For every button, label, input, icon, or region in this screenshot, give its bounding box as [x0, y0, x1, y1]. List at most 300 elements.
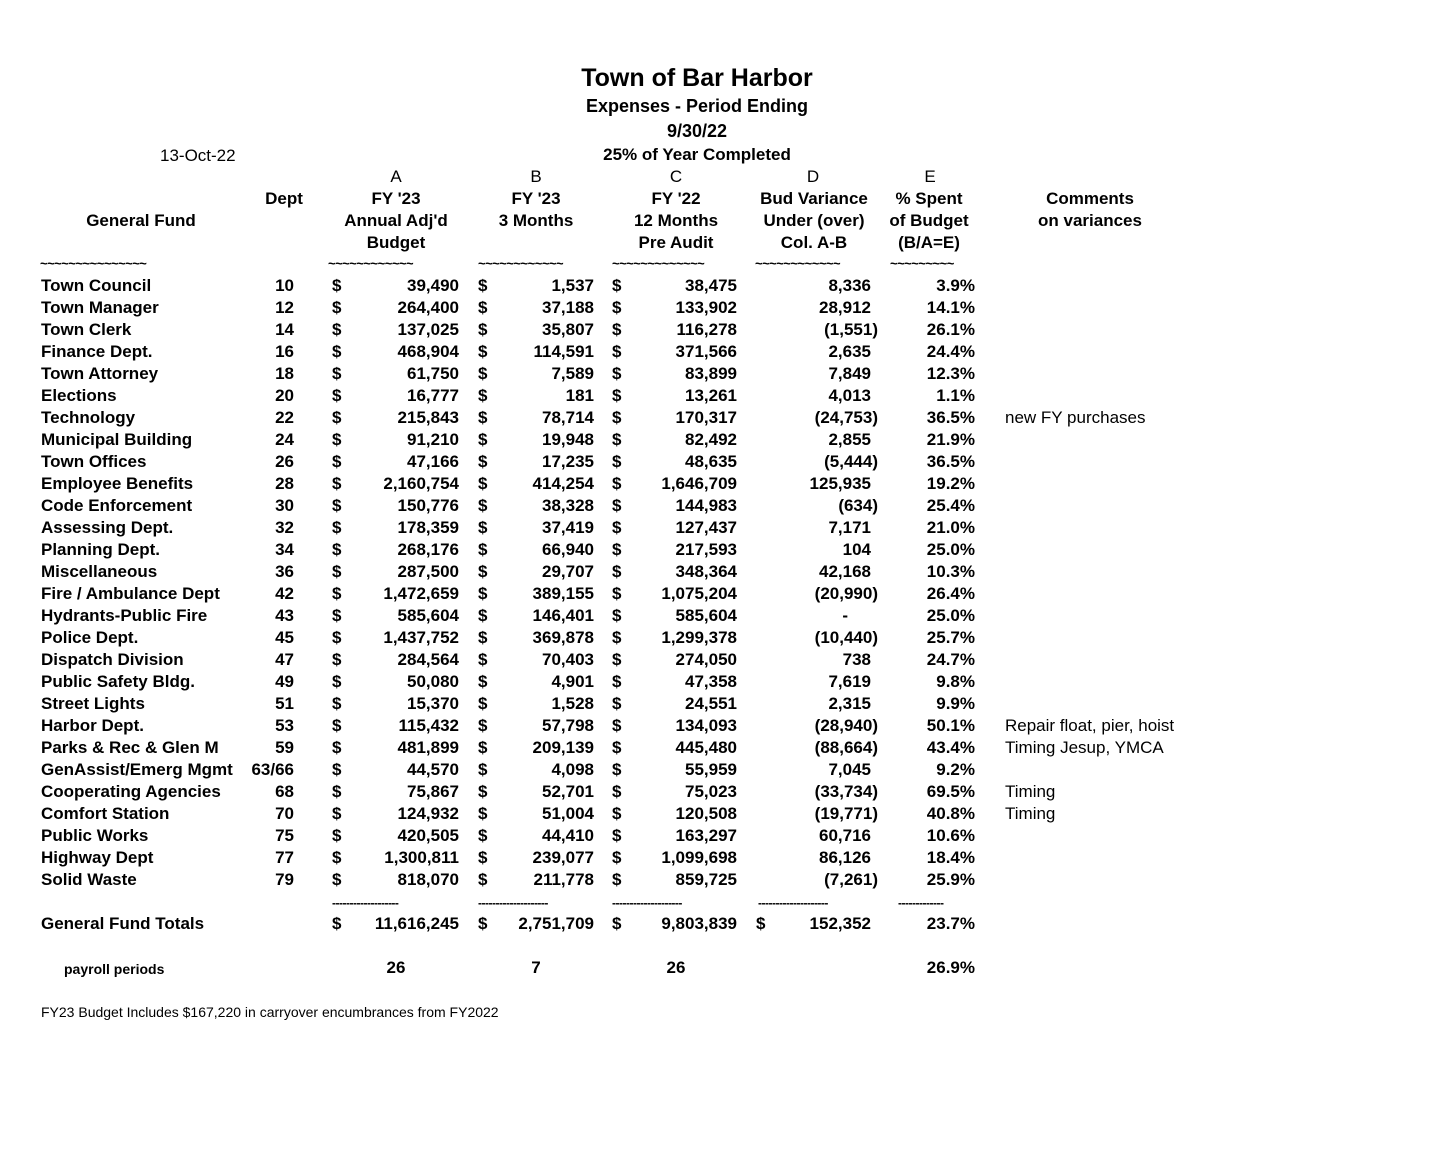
dept-name: Town Manager	[41, 298, 159, 317]
currency-symbol: $	[478, 474, 488, 493]
percent-spent: 10.3%	[926, 562, 975, 581]
budget-variance: (28,940)	[814, 716, 878, 735]
currency-symbol: $	[612, 628, 622, 647]
percent-spent: 25.7%	[926, 628, 975, 647]
dept-number: 49	[275, 672, 294, 691]
budget-variance: (20,990)	[814, 584, 878, 603]
currency-symbol: $	[612, 452, 622, 471]
table-row	[0, 584, 1456, 606]
percent-spent: 1.1%	[936, 386, 975, 405]
currency-symbol: $	[612, 760, 622, 779]
dept-name: Municipal Building	[41, 430, 193, 449]
currency-symbol: $	[612, 826, 622, 845]
percent-spent: 25.0%	[926, 606, 975, 625]
dept-number: 20	[275, 386, 294, 405]
dept-name: Planning Dept.	[41, 540, 160, 559]
table-row	[0, 364, 1456, 386]
dept-name: Town Clerk	[41, 320, 132, 339]
percent-spent: 25.0%	[926, 540, 975, 559]
prior-year-spend: 1,646,709	[661, 474, 737, 493]
percent-spent: 21.9%	[926, 430, 975, 449]
table-row	[0, 320, 1456, 342]
three-month-spend: 19,948	[542, 430, 594, 449]
tilde-separator-d: ~~~~~~~~~~~~	[755, 256, 841, 271]
three-month-spend: 44,410	[542, 826, 594, 845]
currency-symbol: $	[612, 562, 622, 581]
percent-spent: 9.9%	[936, 694, 975, 713]
dept-number: 68	[275, 782, 294, 801]
currency-symbol: $	[332, 298, 342, 317]
currency-symbol: $	[756, 914, 766, 933]
currency-symbol: $	[478, 518, 488, 537]
percent-spent: 26.1%	[926, 320, 975, 339]
dept-number: 16	[275, 342, 294, 361]
general-fund-header: General Fund	[86, 211, 196, 230]
annual-budget: 178,359	[397, 518, 459, 537]
currency-symbol: $	[332, 738, 342, 757]
dash-separator-b: --------------------	[478, 896, 548, 910]
budget-variance: 42,168	[819, 562, 871, 581]
annual-budget: 124,932	[397, 804, 459, 823]
dept-number: 30	[275, 496, 294, 515]
dept-name: Town Council	[41, 276, 152, 295]
dept-header: Dept	[265, 189, 303, 208]
currency-symbol: $	[612, 804, 622, 823]
currency-symbol: $	[332, 826, 342, 845]
currency-symbol: $	[612, 518, 622, 537]
currency-symbol: $	[612, 408, 622, 427]
currency-symbol: $	[478, 650, 488, 669]
currency-symbol: $	[612, 738, 622, 757]
footnote: FY23 Budget Includes $167,220 in carryover encumbrances from FY2022	[41, 1004, 499, 1020]
col-d-letter: D	[806, 167, 820, 186]
percent-spent: 26.4%	[926, 584, 975, 603]
three-month-spend: 29,707	[542, 562, 594, 581]
annual-budget: 420,505	[397, 826, 459, 845]
table-row	[0, 474, 1456, 496]
col-a-header-3: Budget	[366, 233, 426, 252]
prior-year-spend: 75,023	[685, 782, 737, 801]
annual-budget: 264,400	[397, 298, 459, 317]
currency-symbol: $	[478, 738, 488, 757]
currency-symbol: $	[612, 540, 622, 559]
percent-spent: 36.5%	[926, 408, 975, 427]
annual-budget: 2,160,754	[383, 474, 459, 493]
table-row	[0, 408, 1456, 430]
budget-variance: 7,171	[828, 518, 871, 537]
dept-name: Technology	[41, 408, 136, 427]
prior-year-spend: 13,261	[685, 386, 737, 405]
dept-name: Fire / Ambulance Dept	[41, 584, 220, 603]
payroll-budget: 26	[386, 958, 406, 977]
budget-variance: (7,261)	[824, 870, 878, 889]
currency-symbol: $	[332, 694, 342, 713]
percent-spent: 40.8%	[926, 804, 975, 823]
percent-spent: 21.0%	[926, 518, 975, 537]
currency-symbol: $	[612, 870, 622, 889]
three-month-spend: 4,901	[551, 672, 594, 691]
annual-budget: 1,300,811	[384, 848, 459, 867]
three-month-spend: 37,188	[542, 298, 594, 317]
percent-spent: 25.9%	[926, 870, 975, 889]
currency-symbol: $	[478, 716, 488, 735]
percent-spent: 9.2%	[936, 760, 975, 779]
currency-symbol: $	[332, 540, 342, 559]
budget-variance: 28,912	[819, 298, 871, 317]
table-row	[0, 540, 1456, 562]
currency-symbol: $	[612, 650, 622, 669]
currency-symbol: $	[478, 760, 488, 779]
dept-name: Finance Dept.	[41, 342, 153, 361]
currency-symbol: $	[478, 804, 488, 823]
prior-year-spend: 127,437	[675, 518, 737, 537]
tilde-separator-name: ~~~~~~~~~~~~~~~	[40, 256, 147, 271]
currency-symbol: $	[478, 914, 488, 933]
three-month-spend: 211,778	[533, 870, 594, 889]
currency-symbol: $	[478, 826, 488, 845]
col-a-header-1: FY '23	[371, 189, 421, 208]
budget-variance: 104	[842, 540, 871, 559]
three-month-spend: 57,798	[542, 716, 594, 735]
percent-spent: 43.4%	[926, 738, 975, 757]
prior-year-spend: 371,566	[675, 342, 737, 361]
three-month-spend: 35,807	[542, 320, 594, 339]
currency-symbol: $	[478, 606, 488, 625]
prior-year-spend: 163,297	[675, 826, 737, 845]
budget-variance: 2,315	[828, 694, 871, 713]
table-row	[0, 628, 1456, 650]
payroll-three-months: 7	[531, 958, 541, 977]
percent-spent: 3.9%	[936, 276, 975, 295]
currency-symbol: $	[332, 848, 342, 867]
three-month-spend: 209,139	[532, 738, 594, 757]
percent-spent: 24.4%	[926, 342, 975, 361]
budget-variance: (19,771)	[814, 804, 878, 823]
budget-variance: (5,444)	[824, 452, 878, 471]
annual-budget: 44,570	[407, 760, 459, 779]
dept-name: Parks & Rec & Glen M	[41, 738, 219, 757]
dept-number: 77	[275, 848, 294, 867]
currency-symbol: $	[332, 562, 342, 581]
table-row	[0, 562, 1456, 584]
currency-symbol: $	[332, 364, 342, 383]
table-row	[0, 694, 1456, 716]
dept-number: 79	[275, 870, 294, 889]
budget-variance: (634)	[838, 496, 878, 515]
annual-budget: 75,867	[407, 782, 459, 801]
currency-symbol: $	[332, 430, 342, 449]
dept-name: Dispatch Division	[41, 650, 184, 669]
annual-budget: 1,437,752	[383, 628, 459, 647]
table-row	[0, 870, 1456, 892]
budget-variance: (1,551)	[824, 320, 878, 339]
annual-budget: 268,176	[397, 540, 459, 559]
prior-year-spend: 445,480	[675, 738, 737, 757]
annual-budget: 47,166	[407, 452, 459, 471]
dept-number: 28	[275, 474, 294, 493]
dept-name: Town Attorney	[41, 364, 159, 383]
dept-number: 10	[275, 276, 294, 295]
prior-year-spend: 274,050	[675, 650, 737, 669]
dept-number: 51	[275, 694, 294, 713]
table-row	[0, 716, 1456, 738]
table-row	[0, 848, 1456, 870]
prior-year-spend: 24,551	[685, 694, 737, 713]
currency-symbol: $	[332, 760, 342, 779]
three-month-spend: 7,589	[551, 364, 594, 383]
percent-spent: 50.1%	[926, 716, 975, 735]
col-b-header-1: FY '23	[511, 189, 561, 208]
percent-spent: 12.3%	[926, 364, 975, 383]
dash-separator-a: -------------------	[332, 896, 399, 910]
col-e-letter: E	[924, 167, 936, 186]
annual-budget: 137,025	[397, 320, 459, 339]
totals-percent-spent: 23.7%	[926, 914, 975, 933]
annual-budget: 481,899	[397, 738, 459, 757]
totals-variance: 152,352	[809, 914, 871, 933]
budget-variance: 7,849	[828, 364, 871, 383]
col-b-header-2: 3 Months	[498, 211, 574, 230]
currency-symbol: $	[612, 276, 622, 295]
currency-symbol: $	[612, 364, 622, 383]
prior-year-spend: 120,508	[675, 804, 737, 823]
currency-symbol: $	[478, 672, 488, 691]
currency-symbol: $	[332, 672, 342, 691]
totals-budget: 11,616,245	[374, 914, 459, 933]
payroll-periods-row	[0, 958, 1456, 980]
dept-name: Harbor Dept.	[41, 716, 144, 735]
dept-name: Hydrants-Public Fire	[41, 606, 208, 625]
table-row	[0, 430, 1456, 452]
col-d-header-2: Under (over)	[763, 211, 865, 230]
report-title: Town of Bar Harbor	[581, 64, 813, 92]
col-b-letter: B	[530, 167, 542, 186]
dept-name: Public Works	[41, 826, 149, 845]
currency-symbol: $	[332, 804, 342, 823]
table-row	[0, 386, 1456, 408]
prior-year-spend: 217,593	[675, 540, 737, 559]
comments-header-1: Comments	[1046, 189, 1134, 208]
prior-year-spend: 170,317	[675, 408, 737, 427]
prior-year-spend: 55,959	[685, 760, 737, 779]
currency-symbol: $	[478, 408, 488, 427]
budget-variance: -	[842, 606, 848, 625]
budget-variance: 7,045	[828, 760, 871, 779]
payroll-prior-year: 26	[666, 958, 686, 977]
currency-symbol: $	[478, 584, 488, 603]
variance-comment: Repair float, pier, hoist	[1005, 716, 1175, 735]
three-month-spend: 17,235	[542, 452, 594, 471]
currency-symbol: $	[332, 320, 342, 339]
currency-symbol: $	[478, 870, 488, 889]
period-date: 9/30/22	[666, 121, 728, 141]
col-e-header-1: % Spent	[895, 189, 963, 208]
budget-variance: (24,753)	[814, 408, 878, 427]
table-row	[0, 650, 1456, 672]
currency-symbol: $	[332, 870, 342, 889]
tilde-separator-b: ~~~~~~~~~~~~	[478, 256, 564, 271]
currency-symbol: $	[478, 848, 488, 867]
currency-symbol: $	[332, 276, 342, 295]
currency-symbol: $	[478, 320, 488, 339]
currency-symbol: $	[478, 452, 488, 471]
prior-year-spend: 1,299,378	[661, 628, 737, 647]
currency-symbol: $	[478, 386, 488, 405]
totals-label: General Fund Totals	[41, 914, 205, 933]
currency-symbol: $	[612, 716, 622, 735]
three-month-spend: 4,098	[551, 760, 594, 779]
col-a-letter: A	[390, 167, 402, 186]
currency-symbol: $	[612, 474, 622, 493]
dept-name: GenAssist/Emerg Mgmt	[41, 760, 233, 779]
three-month-spend: 1,537	[551, 276, 594, 295]
annual-budget: 287,500	[397, 562, 459, 581]
currency-symbol: $	[612, 848, 622, 867]
year-completed: 25% of Year Completed	[603, 145, 791, 164]
prior-year-spend: 348,364	[675, 562, 737, 581]
budget-variance: 7,619	[828, 672, 871, 691]
currency-symbol: $	[612, 386, 622, 405]
dept-number: 26	[275, 452, 294, 471]
dept-number: 42	[275, 584, 294, 603]
variance-comment: new FY purchases	[1005, 408, 1146, 427]
table-row	[0, 760, 1456, 782]
dept-number: 63/66	[251, 760, 294, 779]
table-row	[0, 496, 1456, 518]
currency-symbol: $	[612, 298, 622, 317]
three-month-spend: 114,591	[533, 342, 594, 361]
currency-symbol: $	[332, 782, 342, 801]
currency-symbol: $	[478, 540, 488, 559]
dept-number: 59	[275, 738, 294, 757]
report-date: 13-Oct-22	[160, 146, 236, 165]
dept-number: 18	[275, 364, 294, 383]
currency-symbol: $	[478, 298, 488, 317]
dept-name: Code Enforcement	[41, 496, 193, 515]
table-row	[0, 672, 1456, 694]
dept-name: Highway Dept	[41, 848, 154, 867]
dept-number: 70	[275, 804, 294, 823]
tilde-separator-c: ~~~~~~~~~~~~~	[612, 256, 705, 271]
dept-number: 22	[275, 408, 294, 427]
three-month-spend: 369,878	[532, 628, 594, 647]
col-c-header-3: Pre Audit	[638, 233, 714, 252]
variance-comment: Timing	[1005, 804, 1056, 823]
three-month-spend: 38,328	[542, 496, 594, 515]
dept-name: Comfort Station	[41, 804, 170, 823]
three-month-spend: 51,004	[542, 804, 594, 823]
dash-separator-d: --------------------	[758, 896, 828, 910]
annual-budget: 91,210	[407, 430, 459, 449]
currency-symbol: $	[332, 474, 342, 493]
prior-year-spend: 144,983	[675, 496, 737, 515]
table-row	[0, 782, 1456, 804]
col-e-header-2: of Budget	[889, 211, 969, 230]
currency-symbol: $	[332, 452, 342, 471]
percent-spent: 9.8%	[936, 672, 975, 691]
currency-symbol: $	[332, 408, 342, 427]
prior-year-spend: 116,278	[676, 320, 737, 339]
annual-budget: 585,604	[397, 606, 459, 625]
dept-name: Elections	[41, 386, 117, 405]
dept-name: Employee Benefits	[41, 474, 194, 493]
percent-spent: 69.5%	[926, 782, 975, 801]
budget-variance: (88,664)	[814, 738, 878, 757]
annual-budget: 818,070	[397, 870, 459, 889]
budget-variance: 2,855	[828, 430, 871, 449]
budget-variance: 4,013	[828, 386, 871, 405]
dept-number: 34	[275, 540, 294, 559]
prior-year-spend: 47,358	[685, 672, 737, 691]
col-e-header-3: (B/A=E)	[898, 233, 960, 252]
prior-year-spend: 134,093	[675, 716, 737, 735]
prior-year-spend: 48,635	[685, 452, 737, 471]
budget-variance: (10,440)	[814, 628, 878, 647]
three-month-spend: 389,155	[532, 584, 594, 603]
dept-number: 14	[275, 320, 294, 339]
prior-year-spend: 859,725	[675, 870, 737, 889]
three-month-spend: 414,254	[532, 474, 594, 493]
three-month-spend: 181	[565, 386, 594, 405]
currency-symbol: $	[478, 496, 488, 515]
currency-symbol: $	[612, 694, 622, 713]
three-month-spend: 1,528	[551, 694, 594, 713]
budget-variance: 60,716	[819, 826, 871, 845]
table-row	[0, 826, 1456, 848]
prior-year-spend: 1,075,204	[661, 584, 737, 603]
dept-number: 12	[275, 298, 294, 317]
prior-year-spend: 82,492	[685, 430, 737, 449]
dept-number: 45	[275, 628, 294, 647]
dept-number: 53	[275, 716, 294, 735]
currency-symbol: $	[612, 430, 622, 449]
prior-year-spend: 38,475	[685, 276, 737, 295]
three-month-spend: 78,714	[542, 408, 594, 427]
currency-symbol: $	[332, 584, 342, 603]
totals-three-months: 2,751,709	[518, 914, 594, 933]
currency-symbol: $	[612, 342, 622, 361]
table-row	[0, 804, 1456, 826]
prior-year-spend: 1,099,698	[661, 848, 737, 867]
dept-number: 43	[275, 606, 294, 625]
currency-symbol: $	[612, 584, 622, 603]
dept-number: 24	[275, 430, 294, 449]
dept-number: 32	[275, 518, 294, 537]
currency-symbol: $	[332, 606, 342, 625]
currency-symbol: $	[612, 606, 622, 625]
currency-symbol: $	[478, 782, 488, 801]
currency-symbol: $	[332, 386, 342, 405]
currency-symbol: $	[332, 716, 342, 735]
budget-variance: 86,126	[819, 848, 871, 867]
annual-budget: 15,370	[407, 694, 459, 713]
annual-budget: 16,777	[407, 386, 459, 405]
currency-symbol: $	[478, 342, 488, 361]
budget-variance: 125,935	[809, 474, 871, 493]
variance-comment: Timing	[1005, 782, 1056, 801]
payroll-label: payroll periods	[64, 961, 165, 977]
percent-spent: 18.4%	[926, 848, 975, 867]
totals-prior-year: 9,803,839	[661, 914, 737, 933]
dept-name: Miscellaneous	[41, 562, 158, 581]
percent-spent: 19.2%	[926, 474, 975, 493]
dept-name: Public Safety Bldg.	[41, 672, 195, 691]
currency-symbol: $	[332, 914, 342, 933]
currency-symbol: $	[332, 650, 342, 669]
percent-spent: 36.5%	[926, 452, 975, 471]
budget-variance: (33,734)	[814, 782, 878, 801]
three-month-spend: 239,077	[532, 848, 594, 867]
